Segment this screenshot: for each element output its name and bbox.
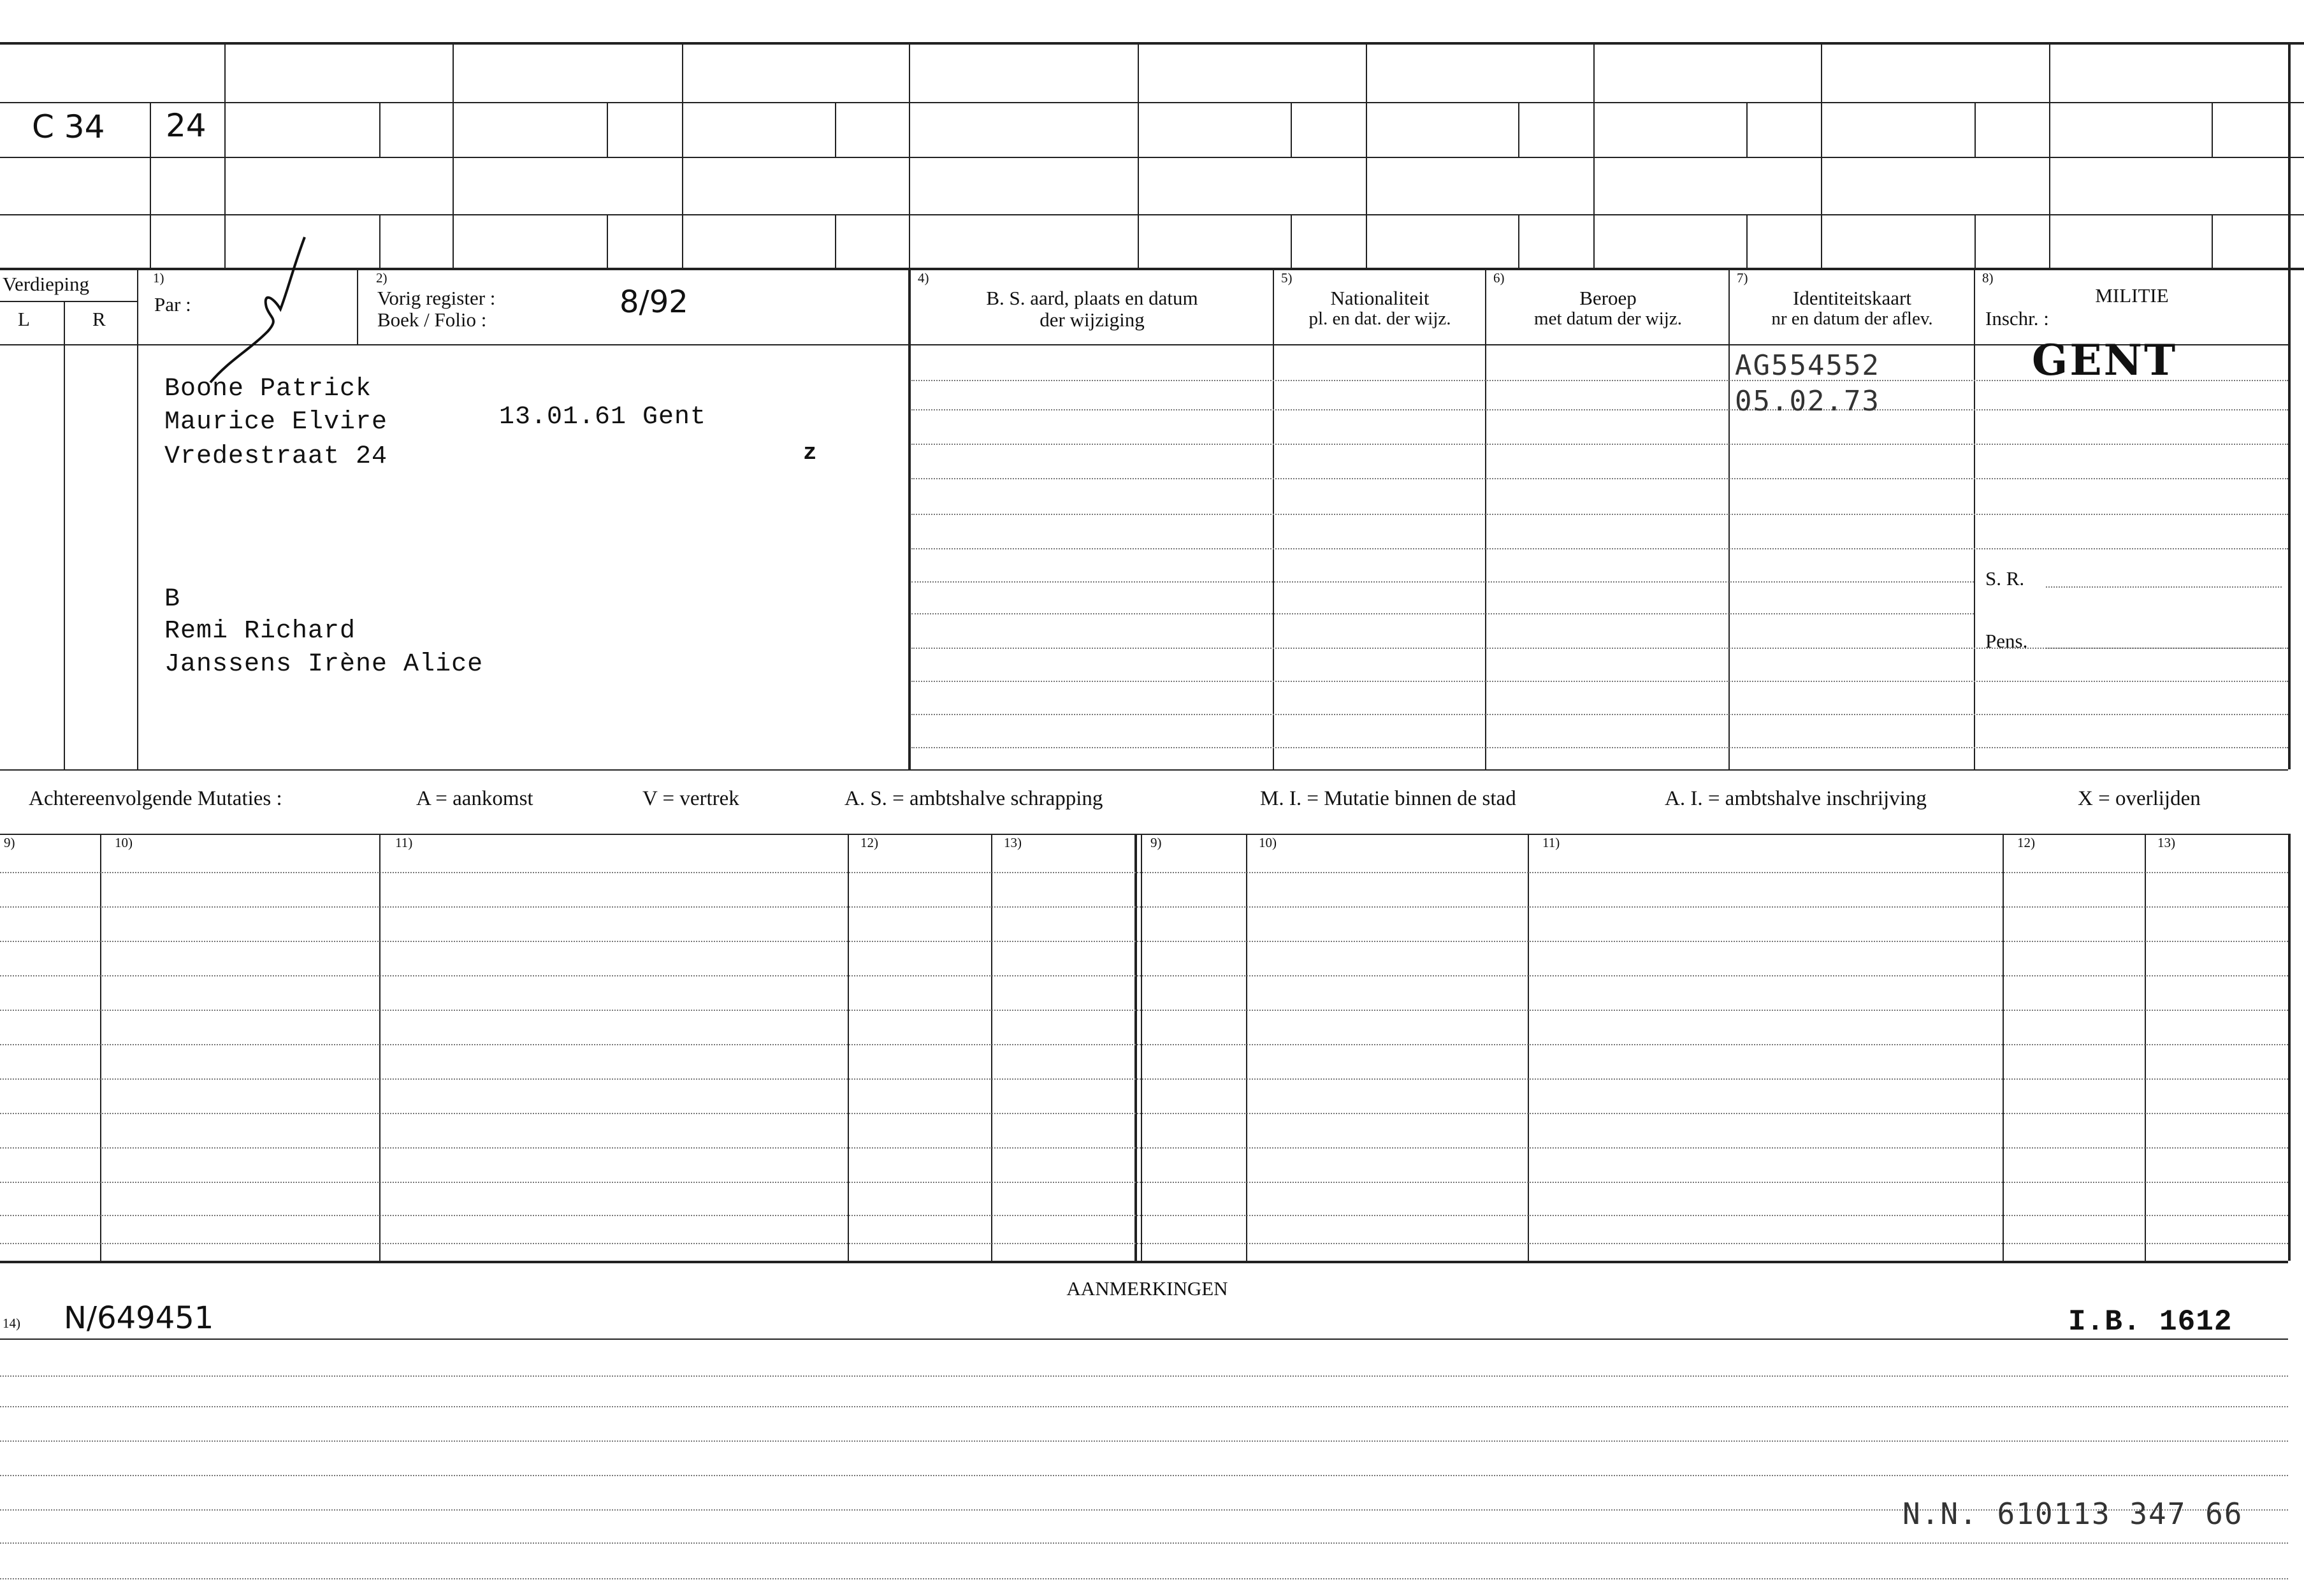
mutatie-col-number: 11) [395, 835, 413, 850]
col5-heading-line2: pl. en dat. der wijz. [1308, 308, 1451, 329]
identity-card-date: 05.02.73 [1735, 385, 1880, 417]
aanmerkingen-ib: I.B. 1612 [2068, 1305, 2233, 1338]
col1-number: 1) [153, 270, 164, 286]
person-line-4: B [164, 585, 181, 614]
person-line-1: Boone Patrick [164, 375, 372, 403]
col7-heading-line2: nr en datum der aflev. [1771, 308, 1933, 329]
person-line-2: Maurice Elvire [164, 408, 388, 437]
boek-folio-value: 8/92 [619, 284, 688, 320]
mutatie-legend-item: A. I. = ambtshalve inschrijving [1665, 787, 1927, 810]
person-birth: 13.01.61 Gent [499, 403, 707, 432]
person-line-5: Remi Richard [164, 617, 356, 646]
aanmerkingen-value: N/649451 [64, 1300, 214, 1336]
floor-right-label: R [92, 308, 106, 330]
mutatie-col-number: 9) [4, 835, 15, 850]
militie-stamp: GENT [2032, 335, 2178, 385]
national-number: N.N. 610113 347 66 [1902, 1497, 2243, 1531]
mutatie-col-number: 9) [1150, 835, 1162, 850]
col2-number: 2) [376, 270, 388, 286]
col6-number: 6) [1493, 270, 1505, 286]
col6-heading-line2: met datum der wijz. [1534, 308, 1682, 329]
col7-heading-line1: Identiteitskaart [1793, 287, 1911, 309]
col4-heading-line2: der wijziging [1040, 308, 1145, 331]
mutatie-legend-item: X = overlijden [2078, 787, 2201, 810]
mutatie-col-number: 13) [2157, 835, 2175, 850]
mutatie-col-number: 10) [115, 835, 133, 850]
mutatie-legend-item: M. I. = Mutatie binnen de stad [1260, 787, 1516, 810]
mutatie-legend-item: A = aankomst [416, 787, 533, 810]
mutatie-col-number: 12) [860, 835, 878, 850]
col8-heading-line2: Inschr. : [1985, 307, 2049, 330]
pens-label: Pens. [1985, 630, 2028, 652]
boek-folio-label: Boek / Folio : [377, 308, 487, 331]
person-line-6: Janssens Irène Alice [164, 650, 484, 679]
col8-heading-line1: MILITIE [2095, 284, 2169, 307]
person-mark: z [803, 440, 818, 466]
verdieping-label: Verdieping [3, 273, 90, 295]
col8-number: 8) [1982, 270, 1994, 286]
col6-heading-line1: Beroep [1579, 287, 1637, 309]
register-code: C 34 [32, 108, 105, 145]
col4-heading-line1: B. S. aard, plaats en datum [986, 287, 1198, 309]
par-label: Par : [154, 293, 191, 316]
mutaties-title: Achtereenvolgende Mutaties : [29, 787, 282, 810]
col4-number: 4) [918, 270, 929, 286]
mutatie-col-number: 12) [2017, 835, 2035, 850]
register-number: 24 [166, 107, 206, 144]
mutatie-col-number: 11) [1542, 835, 1560, 850]
aanmerkingen-number: 14) [3, 1316, 20, 1331]
pen-stroke-icon [191, 229, 319, 395]
col5-heading-line1: Nationaliteit [1330, 287, 1430, 309]
mutatie-col-number: 10) [1259, 835, 1277, 850]
mutatie-legend-item: V = vertrek [642, 787, 739, 810]
col5-number: 5) [1281, 270, 1293, 286]
floor-left-label: L [18, 308, 30, 330]
person-line-3: Vredestraat 24 [164, 442, 388, 471]
aanmerkingen-title: AANMERKINGEN [1066, 1277, 1228, 1300]
identity-card-number: AG554552 [1735, 349, 1880, 382]
mutatie-legend-item: A. S. = ambtshalve schrapping [844, 787, 1103, 810]
vorig-register-label: Vorig register : [377, 287, 496, 309]
sr-label: S. R. [1985, 567, 2025, 590]
col7-number: 7) [1737, 270, 1748, 286]
mutatie-col-number: 13) [1004, 835, 1022, 850]
